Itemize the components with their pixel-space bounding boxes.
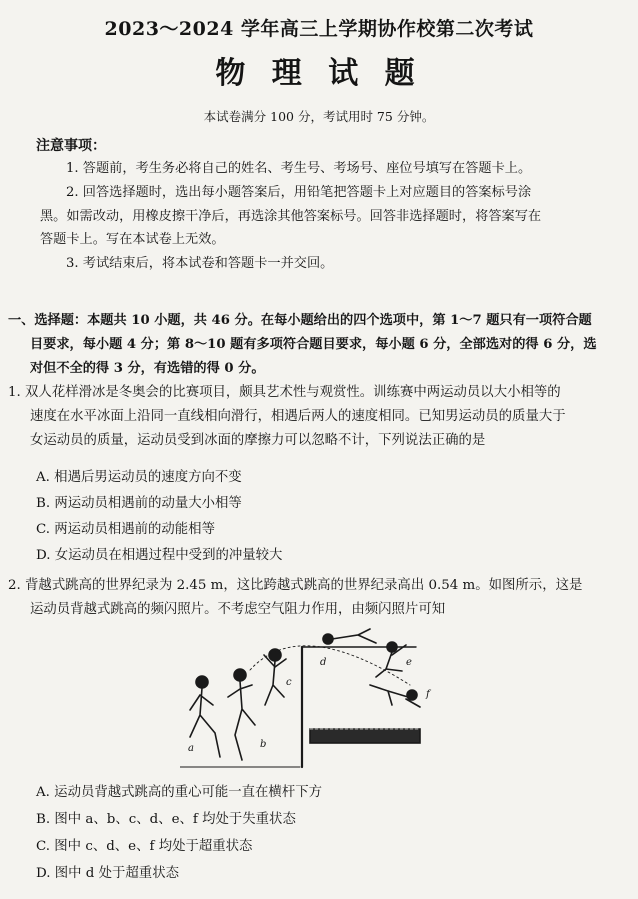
athlete-e-head [387,642,397,652]
question-2-option-a: A. 运动员背越式跳高的重心可能一直在横杆下方 [36,785,322,800]
question-1-option-d: D. 女运动员在相遇过程中受到的冲量较大 [36,548,283,563]
subject-title: 物 理 试 题 [215,56,423,91]
athlete-f-head [407,690,417,700]
athlete-a-head [196,676,208,688]
question-1-option-b: B. 两运动员相遇前的动量大小相等 [36,496,242,511]
exam-title: 2023～2024 学年高三上学期协作校第二次考试 [104,18,534,40]
athlete-b-head [234,669,246,681]
figure-label-f: f [426,689,430,700]
score-info: 本试卷满分 100 分，考试用时 75 分钟。 [203,109,435,124]
question-1-stem: 速度在水平冰面上沿同一直线相向滑行，相遇后两人的速度相同。已知男运动员的质量大于 [30,409,566,424]
athlete-c-body [264,655,286,705]
question-1-option-c: C. 两运动员相遇前的动能相等 [36,522,215,537]
landing-mat [310,729,420,743]
high-jump-figure [180,625,450,775]
notice-line: 3. 考试结束后，将本试卷和答题卡一并交回。 [66,256,334,271]
notice-line: 答题卡上。写在本试卷上无效。 [40,232,225,247]
notice-heading: 注意事项： [36,138,106,154]
figure-label-c: c [286,677,292,688]
question-2-stem: 运动员背越式跳高的频闪照片。不考虑空气阻力作用，由频闪照片可知 [30,602,446,617]
question-2-stem: 2. 背越式跳高的世界纪录为 2.45 m，这比跨越式跳高的世界纪录高出 0.54 m。如图所示，这是 [8,578,583,593]
athlete-d-body [332,629,376,643]
notice-line: 1. 答题前，考生务必将自己的姓名、考生号、考场号、座位号填写在答题卡上。 [66,161,532,176]
figure-label-e: e [406,657,412,668]
notice-line: 2. 回答选择题时，选出每小题答案后，用铅笔把答题卡上对应题目的答案标号涂 [66,185,532,200]
figure-label-b: b [260,739,267,750]
section-instruction: 对但不全的得 3 分，有选错的得 0 分。 [30,361,265,376]
question-2-option-b: B. 图中 a、b、c、d、e、f 均处于失重状态 [36,812,296,827]
athlete-b-body [228,681,255,760]
section-instruction: 目要求，每小题 4 分；第 8～10 题有多项符合题目要求，每小题 6 分，全部选对的得 6 分，选 [30,337,597,352]
question-1-stem: 女运动员的质量，运动员受到冰面的摩擦力可以忽略不计，下列说法正确的是 [30,433,486,448]
question-2-option-d: D. 图中 d 处于超重状态 [36,866,179,881]
question-2-option-c: C. 图中 c、d、e、f 均处于超重状态 [36,839,253,854]
notice-line: 黑。如需改动，用橡皮擦干净后，再选涂其他答案标号。回答非选择题时，将答案写在 [40,209,542,224]
figure-label-a: a [188,743,194,754]
section-instruction: 一、选择题：本题共 10 小题，共 46 分。在每小题给出的四个选项中，第 1～7 题只有一项符合题 [8,313,592,328]
question-1-option-a: A. 相遇后男运动员的速度方向不变 [36,470,242,485]
athlete-c-head [269,649,281,661]
athlete-a-body [190,688,220,757]
figure-label-d: d [320,657,327,668]
question-1-stem: 1. 双人花样滑冰是冬奥会的比赛项目，颇具艺术性与观赏性。训练赛中两运动员以大小相等的 [8,385,561,400]
